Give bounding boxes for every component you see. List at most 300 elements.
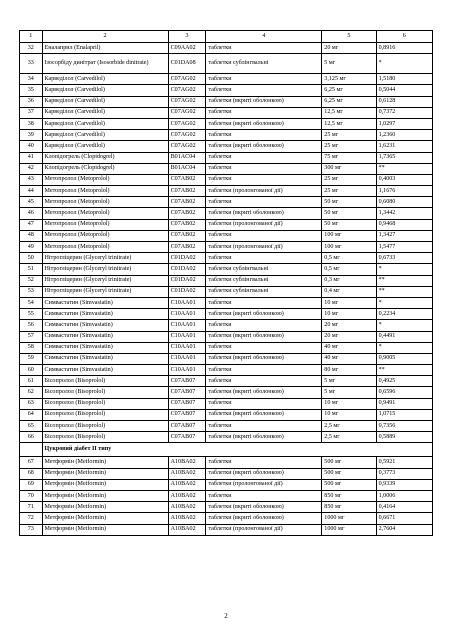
row-number-cell: 38	[20, 118, 43, 129]
table-row	[20, 409, 433, 420]
row-number-cell: 39	[20, 130, 43, 141]
strength-cell: 0,5 мг	[322, 253, 376, 264]
reference-price-cell: 0,8916	[376, 43, 432, 54]
table-header-row	[20, 31, 433, 43]
atc-code-cell: A10BA02	[168, 490, 206, 501]
row-number-cell: 43	[20, 174, 43, 185]
row-number-cell: 57	[20, 331, 43, 342]
atc-code-cell: B01AC04	[168, 152, 206, 163]
table-row	[20, 54, 433, 74]
dosage-form-cell: таблетки (пролонгованої дії)	[206, 186, 322, 197]
strength-cell: 50 мг	[322, 197, 376, 208]
reference-price-cell: *	[376, 264, 432, 275]
strength-cell: 25 мг	[322, 130, 376, 141]
dosage-form-cell: таблетки	[206, 421, 322, 432]
table-row	[20, 275, 433, 286]
table-row	[20, 331, 433, 342]
table-row	[20, 286, 433, 297]
strength-cell: 500 мг	[322, 468, 376, 479]
table-row	[20, 421, 433, 432]
strength-cell: 2,5 мг	[322, 421, 376, 432]
drug-name-cell: Еналаприл (Enalapril)	[42, 43, 168, 54]
reference-price-cell: 1,5180	[376, 74, 432, 85]
table-row	[20, 152, 433, 163]
strength-cell: 75 мг	[322, 152, 376, 163]
dosage-form-cell: 4	[206, 31, 322, 43]
reference-price-cell: 1,7365	[376, 152, 432, 163]
dosage-form-cell: таблетки	[206, 253, 322, 264]
table-row	[20, 96, 433, 107]
dosage-form-cell: таблетки	[206, 457, 322, 468]
atc-code-cell: C01DA02	[168, 264, 206, 275]
dosage-form-cell: таблетки (вкриті оболонкою)	[206, 141, 322, 152]
table-row	[20, 163, 433, 174]
reference-price-cell: 0,7372	[376, 107, 432, 118]
table-row	[20, 502, 433, 513]
section-title: Цукровий діабет II типу	[42, 443, 432, 457]
strength-cell: 6,25 мг	[322, 96, 376, 107]
strength-cell: 25 мг	[322, 141, 376, 152]
reference-price-cell: 0,6733	[376, 253, 432, 264]
strength-cell: 500 мг	[322, 479, 376, 490]
strength-cell: 25 мг	[322, 174, 376, 185]
table-row	[20, 398, 433, 409]
row-number-cell: 1	[20, 31, 43, 43]
drug-name-cell: Бісопролол (Bisoprolol)	[42, 387, 168, 398]
reference-price-cell: 1,3442	[376, 208, 432, 219]
drug-table	[19, 30, 433, 536]
drug-name-cell: Метопролол (Metoprolol)	[42, 186, 168, 197]
reference-price-cell: 0,5889	[376, 432, 432, 443]
table-row	[20, 320, 433, 331]
row-number-cell: 53	[20, 286, 43, 297]
dosage-form-cell: таблетки	[206, 320, 322, 331]
row-number-cell: 63	[20, 398, 43, 409]
reference-price-cell: 0,9339	[376, 479, 432, 490]
section-heading-row	[20, 443, 433, 457]
drug-name-cell: Карведілол (Carvedilol)	[42, 74, 168, 85]
table-row	[20, 253, 433, 264]
atc-code-cell: C07AB07	[168, 432, 206, 443]
row-number-cell: 52	[20, 275, 43, 286]
dosage-form-cell: таблетки	[206, 152, 322, 163]
drug-price-table-page	[19, 30, 433, 536]
reference-price-cell: 0,2234	[376, 309, 432, 320]
reference-price-cell: 0,4003	[376, 174, 432, 185]
row-number-cell: 46	[20, 208, 43, 219]
row-number-cell: 37	[20, 107, 43, 118]
strength-cell: 5 мг	[322, 387, 376, 398]
atc-code-cell: 3	[168, 31, 206, 43]
drug-name-cell: Бісопролол (Bisoprolol)	[42, 409, 168, 420]
row-number-cell: 49	[20, 242, 43, 253]
drug-table-body	[20, 31, 433, 536]
dosage-form-cell: таблетки	[206, 174, 322, 185]
row-number-cell: 40	[20, 141, 43, 152]
row-number-cell: 54	[20, 297, 43, 308]
row-number-cell: 64	[20, 409, 43, 420]
strength-cell: 3,125 мг	[322, 74, 376, 85]
reference-price-cell: 0,9491	[376, 398, 432, 409]
reference-price-cell: 0,5921	[376, 457, 432, 468]
drug-name-cell: Метформін (Metformin)	[42, 490, 168, 501]
dosage-form-cell: таблетки сублінгвальні	[206, 286, 322, 297]
strength-cell: 50 мг	[322, 208, 376, 219]
reference-price-cell: 0,6596	[376, 387, 432, 398]
dosage-form-cell: таблетки (пролонгованої дії)	[206, 479, 322, 490]
atc-code-cell: C09AA02	[168, 43, 206, 54]
atc-code-cell: C07AG02	[168, 85, 206, 96]
reference-price-cell: **	[376, 163, 432, 174]
drug-name-cell: Ізосорбіду динітрат (Isosorbide dinitrate)	[42, 54, 168, 74]
dosage-form-cell: таблетки	[206, 365, 322, 376]
drug-name-cell: Карведілол (Carvedilol)	[42, 118, 168, 129]
drug-name-cell: Метформін (Metformin)	[42, 479, 168, 490]
strength-cell: 5	[322, 31, 376, 43]
strength-cell: 850 мг	[322, 502, 376, 513]
row-number-cell: 44	[20, 186, 43, 197]
table-row	[20, 43, 433, 54]
dosage-form-cell: таблетки	[206, 43, 322, 54]
dosage-form-cell: таблетки	[206, 230, 322, 241]
atc-code-cell: C07AB02	[168, 174, 206, 185]
atc-code-cell: C10AA01	[168, 353, 206, 364]
atc-code-cell: C10AA01	[168, 342, 206, 353]
reference-price-cell: 0,4925	[376, 376, 432, 387]
strength-cell: 2,5 мг	[322, 432, 376, 443]
atc-code-cell: C07AB07	[168, 376, 206, 387]
drug-name-cell: Метформін (Metformin)	[42, 468, 168, 479]
reference-price-cell: 0,4491	[376, 331, 432, 342]
strength-cell: 5 мг	[322, 376, 376, 387]
atc-code-cell: C07AB02	[168, 186, 206, 197]
atc-code-cell: C01DA02	[168, 286, 206, 297]
dosage-form-cell: таблетки	[206, 197, 322, 208]
strength-cell: 300 мг	[322, 163, 376, 174]
drug-name-cell: Метопролол (Metoprolol)	[42, 230, 168, 241]
drug-name-cell: Бісопролол (Bisoprolol)	[42, 432, 168, 443]
strength-cell: 40 мг	[322, 353, 376, 364]
strength-cell: 12,5 мг	[322, 107, 376, 118]
strength-cell: 6,25 мг	[322, 85, 376, 96]
row-number-cell: 35	[20, 85, 43, 96]
reference-price-cell: 0,7356	[376, 421, 432, 432]
atc-code-cell: C10AA01	[168, 297, 206, 308]
table-row	[20, 297, 433, 308]
table-row	[20, 208, 433, 219]
table-row	[20, 376, 433, 387]
table-row	[20, 479, 433, 490]
atc-code-cell: C07AG02	[168, 96, 206, 107]
strength-cell: 20 мг	[322, 320, 376, 331]
dosage-form-cell: таблетки сублінгвальні	[206, 275, 322, 286]
atc-code-cell: C01DA02	[168, 253, 206, 264]
row-number-cell: 55	[20, 309, 43, 320]
atc-code-cell: C07AB02	[168, 197, 206, 208]
dosage-form-cell: таблетки (вкриті оболонкою)	[206, 502, 322, 513]
atc-code-cell: C10AA01	[168, 365, 206, 376]
table-row	[20, 468, 433, 479]
strength-cell: 50 мг	[322, 219, 376, 230]
drug-name-cell: Метформін (Metformin)	[42, 457, 168, 468]
row-number-cell: 36	[20, 96, 43, 107]
dosage-form-cell: таблетки	[206, 342, 322, 353]
atc-code-cell: A10BA02	[168, 513, 206, 524]
atc-code-cell: C10AA01	[168, 331, 206, 342]
reference-price-cell: 1,5477	[376, 242, 432, 253]
row-number-cell: 51	[20, 264, 43, 275]
dosage-form-cell: таблетки (вкриті оболонкою)	[206, 309, 322, 320]
dosage-form-cell: таблетки (вкриті оболонкою)	[206, 96, 322, 107]
table-row	[20, 342, 433, 353]
row-number-cell: 62	[20, 387, 43, 398]
drug-name-cell: Карведілол (Carvedilol)	[42, 85, 168, 96]
row-number-cell: 50	[20, 253, 43, 264]
reference-price-cell: 0,6080	[376, 197, 432, 208]
reference-price-cell: 0,9468	[376, 219, 432, 230]
drug-name-cell: Симвастатин (Simvastatin)	[42, 297, 168, 308]
atc-code-cell: C07AG02	[168, 118, 206, 129]
drug-name-cell: Метформін (Metformin)	[42, 524, 168, 535]
drug-name-cell: Симвастатин (Simvastatin)	[42, 320, 168, 331]
table-row	[20, 353, 433, 364]
dosage-form-cell: таблетки (вкриті оболонкою)	[206, 387, 322, 398]
dosage-form-cell: таблетки (вкриті оболонкою)	[206, 513, 322, 524]
row-number-cell: 41	[20, 152, 43, 163]
atc-code-cell: B01AC04	[168, 163, 206, 174]
row-number-cell: 59	[20, 353, 43, 364]
row-number-cell: 33	[20, 54, 43, 74]
drug-name-cell: Метопролол (Metoprolol)	[42, 242, 168, 253]
reference-price-cell: 0,4164	[376, 502, 432, 513]
dosage-form-cell: таблетки (вкриті оболонкою)	[206, 331, 322, 342]
atc-code-cell: C07AB07	[168, 398, 206, 409]
dosage-form-cell: таблетки (вкриті оболонкою)	[206, 208, 322, 219]
reference-price-cell: *	[376, 320, 432, 331]
reference-price-cell: *	[376, 297, 432, 308]
row-number-cell: 47	[20, 219, 43, 230]
reference-price-cell: 1,1676	[376, 186, 432, 197]
table-row	[20, 365, 433, 376]
strength-cell: 10 мг	[322, 409, 376, 420]
strength-cell: 0,5 мг	[322, 264, 376, 275]
dosage-form-cell: таблетки (вкриті оболонкою)	[206, 432, 322, 443]
strength-cell: 80 мг	[322, 365, 376, 376]
dosage-form-cell: таблетки (пролонгованої дії)	[206, 219, 322, 230]
atc-code-cell: C07AB07	[168, 409, 206, 420]
drug-name-cell: Метформін (Metformin)	[42, 502, 168, 513]
drug-name-cell: Метопролол (Metoprolol)	[42, 208, 168, 219]
drug-name-cell: Нітрогліцерин (Glyceryl trinitrate)	[42, 264, 168, 275]
drug-name-cell: Симвастатин (Simvastatin)	[42, 309, 168, 320]
table-row	[20, 524, 433, 535]
strength-cell: 12,5 мг	[322, 118, 376, 129]
drug-name-cell: 2	[42, 31, 168, 43]
atc-code-cell: C07AG02	[168, 107, 206, 118]
table-row	[20, 186, 433, 197]
reference-price-cell: 6	[376, 31, 432, 43]
table-row	[20, 107, 433, 118]
row-number-cell: 67	[20, 457, 43, 468]
strength-cell: 20 мг	[322, 331, 376, 342]
dosage-form-cell: таблетки	[206, 163, 322, 174]
dosage-form-cell: таблетки	[206, 85, 322, 96]
reference-price-cell: *	[376, 54, 432, 74]
page-number: 2	[224, 612, 228, 620]
strength-cell: 10 мг	[322, 398, 376, 409]
strength-cell: 0,3 мг	[322, 275, 376, 286]
reference-price-cell: **	[376, 275, 432, 286]
strength-cell: 25 мг	[322, 186, 376, 197]
strength-cell: 40 мг	[322, 342, 376, 353]
row-number-cell: 56	[20, 320, 43, 331]
drug-name-cell: Симвастатин (Simvastatin)	[42, 365, 168, 376]
drug-name-cell: Карведілол (Carvedilol)	[42, 96, 168, 107]
dosage-form-cell: таблетки	[206, 74, 322, 85]
strength-cell: 10 мг	[322, 309, 376, 320]
atc-code-cell: A10BA02	[168, 479, 206, 490]
atc-code-cell: C07AG02	[168, 141, 206, 152]
strength-cell: 850 мг	[322, 490, 376, 501]
reference-price-cell: 1,2360	[376, 130, 432, 141]
atc-code-cell: C01DA02	[168, 275, 206, 286]
dosage-form-cell: таблетки (вкриті оболонкою)	[206, 353, 322, 364]
dosage-form-cell: таблетки	[206, 376, 322, 387]
row-number-cell: 32	[20, 43, 43, 54]
row-number-cell: 60	[20, 365, 43, 376]
atc-code-cell: C07AB02	[168, 219, 206, 230]
drug-name-cell: Бісопролол (Bisoprolol)	[42, 376, 168, 387]
atc-code-cell: A10BA02	[168, 524, 206, 535]
table-row	[20, 264, 433, 275]
dosage-form-cell: таблетки сублінгвальні	[206, 264, 322, 275]
row-number-cell: 66	[20, 432, 43, 443]
strength-cell: 10 мг	[322, 297, 376, 308]
drug-name-cell: Симвастатин (Simvastatin)	[42, 342, 168, 353]
dosage-form-cell: таблетки	[206, 130, 322, 141]
row-number-cell: 68	[20, 468, 43, 479]
row-number-cell: 42	[20, 163, 43, 174]
row-number-cell: 48	[20, 230, 43, 241]
reference-price-cell: 0,3773	[376, 468, 432, 479]
row-number-cell: 61	[20, 376, 43, 387]
strength-cell: 20 мг	[322, 43, 376, 54]
table-row	[20, 141, 433, 152]
dosage-form-cell: таблетки	[206, 107, 322, 118]
drug-name-cell: Нітрогліцерин (Glyceryl trinitrate)	[42, 286, 168, 297]
drug-name-cell: Нітрогліцерин (Glyceryl trinitrate)	[42, 275, 168, 286]
row-number-cell: 70	[20, 490, 43, 501]
drug-name-cell: Клопідогрель (Clopidogrel)	[42, 163, 168, 174]
table-row	[20, 457, 433, 468]
drug-name-cell: Карведілол (Carvedilol)	[42, 107, 168, 118]
reference-price-cell: **	[376, 365, 432, 376]
atc-code-cell: C01DA08	[168, 54, 206, 74]
drug-name-cell: Симвастатин (Simvastatin)	[42, 353, 168, 364]
table-row	[20, 513, 433, 524]
table-row	[20, 74, 433, 85]
table-row	[20, 174, 433, 185]
drug-name-cell: Симвастатин (Simvastatin)	[42, 331, 168, 342]
atc-code-cell: C07AB07	[168, 421, 206, 432]
reference-price-cell: 1,0006	[376, 490, 432, 501]
strength-cell: 1000 мг	[322, 524, 376, 535]
reference-price-cell: 1,0297	[376, 118, 432, 129]
row-number-cell: 58	[20, 342, 43, 353]
table-row	[20, 118, 433, 129]
table-row	[20, 387, 433, 398]
atc-code-cell: C07AB02	[168, 230, 206, 241]
dosage-form-cell: таблетки (вкриті оболонкою)	[206, 468, 322, 479]
drug-name-cell: Бісопролол (Bisoprolol)	[42, 421, 168, 432]
reference-price-cell: 1,0715	[376, 409, 432, 420]
row-number-cell: 34	[20, 74, 43, 85]
drug-name-cell: Клопідогрель (Clopidogrel)	[42, 152, 168, 163]
drug-name-cell: Метопролол (Metoprolol)	[42, 174, 168, 185]
dosage-form-cell: таблетки сублінгвальні	[206, 54, 322, 74]
table-row	[20, 197, 433, 208]
atc-code-cell: A10BA02	[168, 457, 206, 468]
strength-cell: 500 мг	[322, 457, 376, 468]
table-row	[20, 219, 433, 230]
drug-name-cell: Метопролол (Metoprolol)	[42, 219, 168, 230]
reference-price-cell: 1,6231	[376, 141, 432, 152]
atc-code-cell: A10BA02	[168, 468, 206, 479]
drug-name-cell: Карведілол (Carvedilol)	[42, 141, 168, 152]
strength-cell: 100 мг	[322, 242, 376, 253]
reference-price-cell: 0,6671	[376, 513, 432, 524]
drug-name-cell: Карведілол (Carvedilol)	[42, 130, 168, 141]
reference-price-cell: 0,5044	[376, 85, 432, 96]
table-row	[20, 130, 433, 141]
atc-code-cell: A10BA02	[168, 502, 206, 513]
atc-code-cell: C07AG02	[168, 130, 206, 141]
dosage-form-cell: таблетки	[206, 297, 322, 308]
strength-cell: 0,4 мг	[322, 286, 376, 297]
dosage-form-cell: таблетки (вкриті оболонкою)	[206, 409, 322, 420]
reference-price-cell: *	[376, 342, 432, 353]
reference-price-cell: 0,9005	[376, 353, 432, 364]
table-row	[20, 490, 433, 501]
table-row	[20, 242, 433, 253]
table-row	[20, 432, 433, 443]
drug-name-cell: Метформін (Metformin)	[42, 513, 168, 524]
dosage-form-cell: таблетки	[206, 490, 322, 501]
table-row	[20, 309, 433, 320]
dosage-form-cell: таблетки (пролонгованої дії)	[206, 242, 322, 253]
row-number-cell: 71	[20, 502, 43, 513]
section-number-cell	[20, 443, 43, 457]
table-row	[20, 85, 433, 96]
drug-name-cell: Метопролол (Metoprolol)	[42, 197, 168, 208]
row-number-cell: 73	[20, 524, 43, 535]
dosage-form-cell: таблетки (пролонгованої дії)	[206, 524, 322, 535]
strength-cell: 100 мг	[322, 230, 376, 241]
row-number-cell: 69	[20, 479, 43, 490]
atc-code-cell: C07AB07	[168, 387, 206, 398]
atc-code-cell: C07AG02	[168, 74, 206, 85]
drug-name-cell: Бісопролол (Bisoprolol)	[42, 398, 168, 409]
row-number-cell: 45	[20, 197, 43, 208]
atc-code-cell: C07AB02	[168, 242, 206, 253]
table-row	[20, 230, 433, 241]
strength-cell: 5 мг	[322, 54, 376, 74]
reference-price-cell: 2,7604	[376, 524, 432, 535]
drug-name-cell: Нітрогліцерин (Glyceryl trinitrate)	[42, 253, 168, 264]
dosage-form-cell: таблетки	[206, 398, 322, 409]
atc-code-cell: C10AA01	[168, 309, 206, 320]
reference-price-cell: 1,3427	[376, 230, 432, 241]
